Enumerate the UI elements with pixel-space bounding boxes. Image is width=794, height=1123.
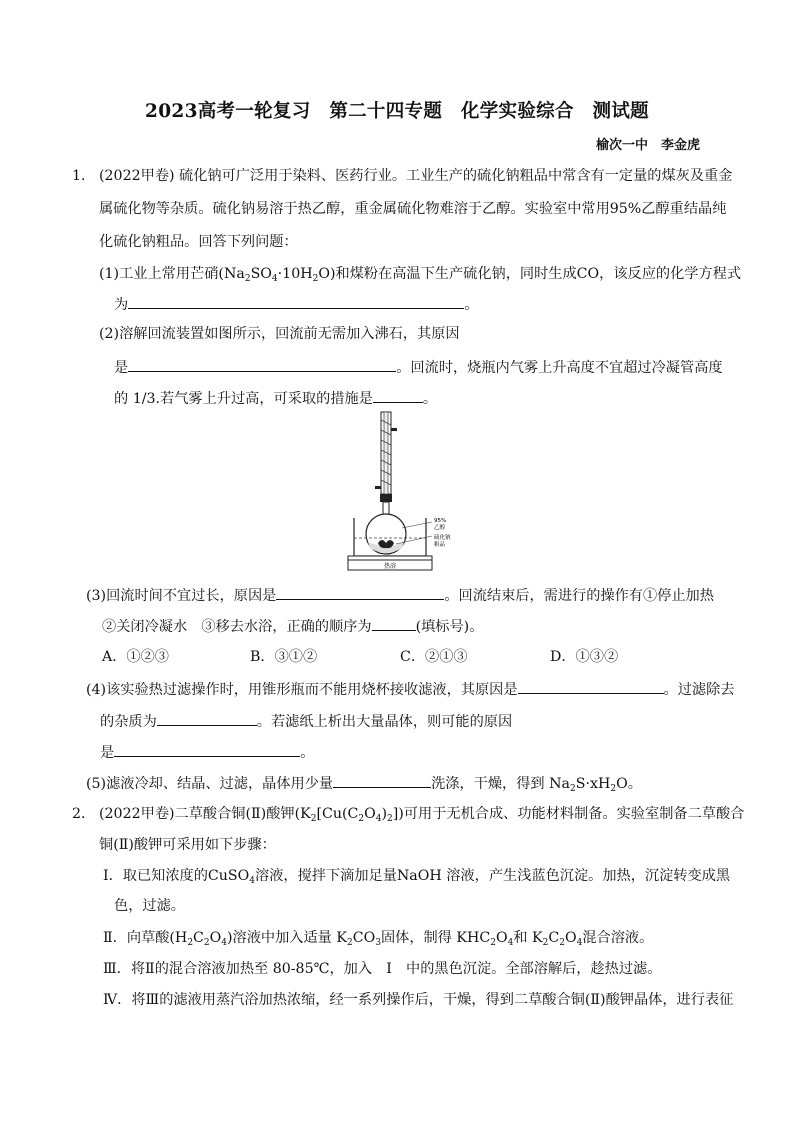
q1-line-3: 化硫化钠粗品。回答下列问题： <box>99 234 298 250</box>
q2-line-2: 铜(Ⅱ)酸钾可采用如下步骤： <box>99 837 276 853</box>
reflux-apparatus-figure <box>340 410 460 572</box>
choice-a[interactable]: A．①②③ <box>102 649 169 665</box>
q2-line-1: (2022甲卷)二草酸合铜(Ⅱ)酸钾$(K_2[Cu(C_2O_4)_2])$可用于无机合成、功能材料制备。实验室制备二草酸合 <box>99 806 745 824</box>
answer-blank[interactable] <box>157 710 257 726</box>
q1-part4-line-2: 的杂质为 。若滤纸上析出大量晶体，则可能的原因 <box>100 710 512 732</box>
author-line: 榆次一中 李金虎 <box>595 138 700 153</box>
choice-d[interactable]: D．①③② <box>550 649 619 665</box>
page-title: 2023高考一轮复习 第二十四专题 化学实验综合 测试题 <box>145 101 649 122</box>
answer-blank[interactable] <box>372 615 416 631</box>
q1-part3-choices <box>102 647 618 667</box>
q1-part5-line: (5)滤液冷却、结晶、过滤，晶体用少量 洗涤，干燥，得到 $Na_2S\cdot xH_2O$。 <box>86 772 642 794</box>
q2-step-2: Ⅱ．向草酸$(H_2C_2O_4)$溶液中加入适量 $K_2CO_3$固体，制得 $KHC_2O_4$和 $K_2C_2O_4$混合溶液。 <box>103 930 654 948</box>
q1-part2-line-2: 是 。回流时，烧瓶内气雾上升高度不宜超过冷凝管高度 <box>114 356 723 378</box>
q2-step-3: Ⅲ．将Ⅱ的混合溶液加热至 80-85℃，加入 Ⅰ 中的黑色沉淀。全部溶解后，趁热过滤。 <box>103 961 662 977</box>
q1-part3-line-2: ②关闭冷凝水 ③移去水浴，正确的顺序为 (填标号)。 <box>102 615 483 637</box>
figure-label-ethanol-pct: 95% <box>434 518 447 524</box>
q1-part1-line: (1)工业上常用芒硝$(Na_2SO_4\cdot 10H_2O)$和煤粉在高温下生产硫化钠，同时生成CO，该反应的化学方程式 <box>99 266 742 284</box>
q2-step-1: Ⅰ．取已知浓度的CuSO$_4$溶液，搅拌下滴加足量NaOH 溶液，产生浅蓝色沉淀。加热，沉淀转变成黑 <box>103 868 731 886</box>
answer-blank[interactable] <box>128 356 396 372</box>
choice-b[interactable]: B．③①② <box>250 649 318 665</box>
figure-label-ethanol: 乙醇 <box>434 525 446 531</box>
q1-part2-line-3: 的 1/3.若气雾上升过高，可采取的措施是 。 <box>114 387 437 409</box>
figure-label-bath: 热浴 <box>384 563 397 570</box>
q1-number: 1． <box>72 168 96 184</box>
q1-part3-line-1: (3)回流时间不宜过长，原因是 。回流结束后，需进行的操作有①停止加热 <box>86 584 714 606</box>
answer-blank[interactable] <box>373 387 423 403</box>
q2-step-4: Ⅳ．将Ⅲ的滤液用蒸汽浴加热浓缩，经一系列操作后，干燥，得到二草酸合铜(Ⅱ)酸钾晶体，进行表征 <box>103 992 734 1008</box>
answer-blank[interactable] <box>114 741 300 757</box>
figure-label-sodium-sulfide: 硫化钠 <box>434 535 451 541</box>
q1-part4-line-3: 是 。 <box>100 741 314 763</box>
figure-label-crude: 粗品 <box>434 542 446 548</box>
answer-blank[interactable] <box>276 584 444 600</box>
q1-line-1: (2022甲卷) 硫化钠可广泛用于染料、医药行业。工业生产的硫化钠粗品中常含有一定量的煤灰及重金 <box>99 168 733 184</box>
answer-blank[interactable] <box>333 772 431 788</box>
answer-blank[interactable] <box>518 678 664 694</box>
q1-part4-line-1: (4)该实验热过滤操作时，用锥形瓶而不能用烧杯接收滤液，其原因是 。过滤除去 <box>86 678 735 700</box>
q1-part2-line-1: (2)溶解回流装置如图所示，回流前无需加入沸石，其原因 <box>99 326 460 342</box>
choice-c[interactable]: C．②①③ <box>400 649 468 665</box>
q1-part1-answer-line: 为 。 <box>114 293 478 315</box>
q2-number: 2． <box>72 806 96 822</box>
answer-blank[interactable] <box>128 293 464 309</box>
q2-step-1-cont: 色，过滤。 <box>114 898 185 914</box>
q1-line-2: 属硫化物等杂质。硫化钠易溶于热乙醇，重金属硫化物难溶于乙醇。实验室中常用95%乙醇重结晶纯 <box>99 201 727 217</box>
